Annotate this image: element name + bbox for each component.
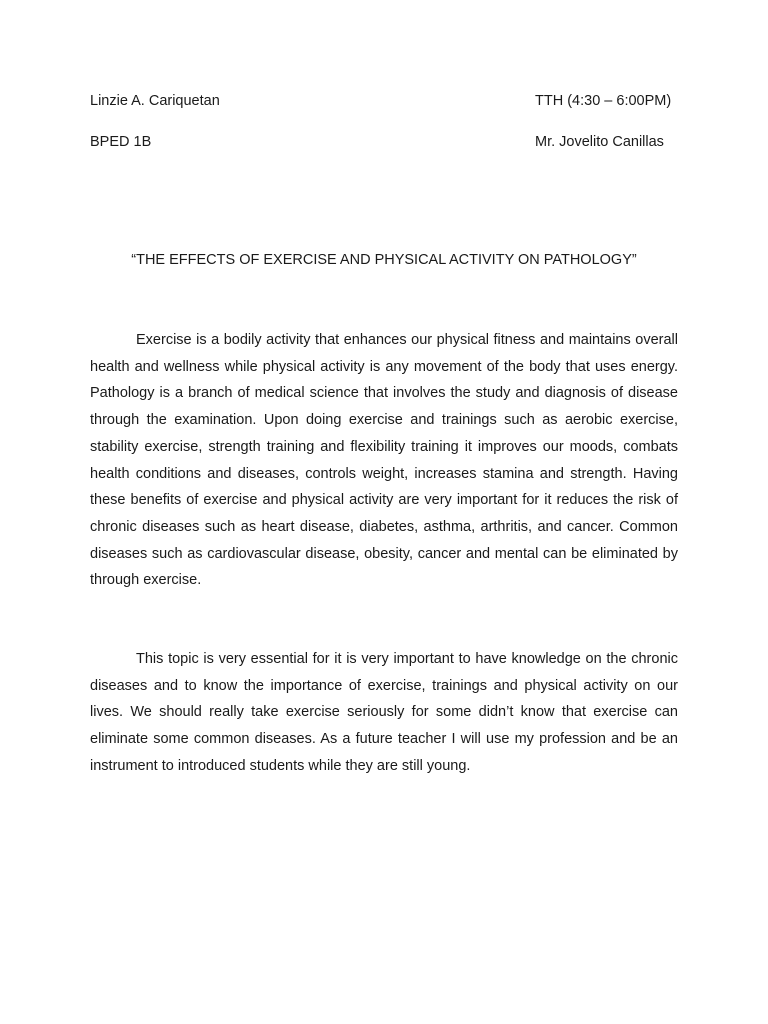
paragraph-2: This topic is very essential for it is very important to have knowledge on the chronic diseases and to know the importance of exercise, trainings and physical activity on our lives. We should really take exercise seriously for some didn’t know that exercise can eliminate some common diseases. As a future teacher I will use my profession and be an instrument to introduced students while they are still young. xyxy=(90,651,678,774)
course-section: BPED 1B xyxy=(90,134,152,150)
paragraph-1: Exercise is a bodily activity that enhances our physical fitness and maintains overall health and wellness while physical activity is any movement of the body that uses energy. Pathology is a branch of medical science that involves the study and diagnosis of disease through the examination. Upon doing exercise and trainings such as aerobic exercise, stability exercise, strength training and flexibility training it improves our moods, combats health conditions and diseases, controls weight, increases stamina and strength. Having these benefits of exercise and physical activity are very important for it reduces the risk of chronic diseases such as heart disease, diabetes, asthma, arthritis, and cancer. Common diseases such as cardiovascular disease, obesity, cancer and mental can be eliminated by through exercise. xyxy=(90,332,678,589)
instructor-name: Mr. Jovelito Canillas xyxy=(535,134,664,150)
student-name: Linzie A. Cariquetan xyxy=(90,93,220,109)
class-schedule: TTH (4:30 – 6:00PM) xyxy=(535,93,672,109)
essay-title: “THE EFFECTS OF EXERCISE AND PHYSICAL ACTIVITY ON PATHOLOGY” xyxy=(131,252,637,268)
